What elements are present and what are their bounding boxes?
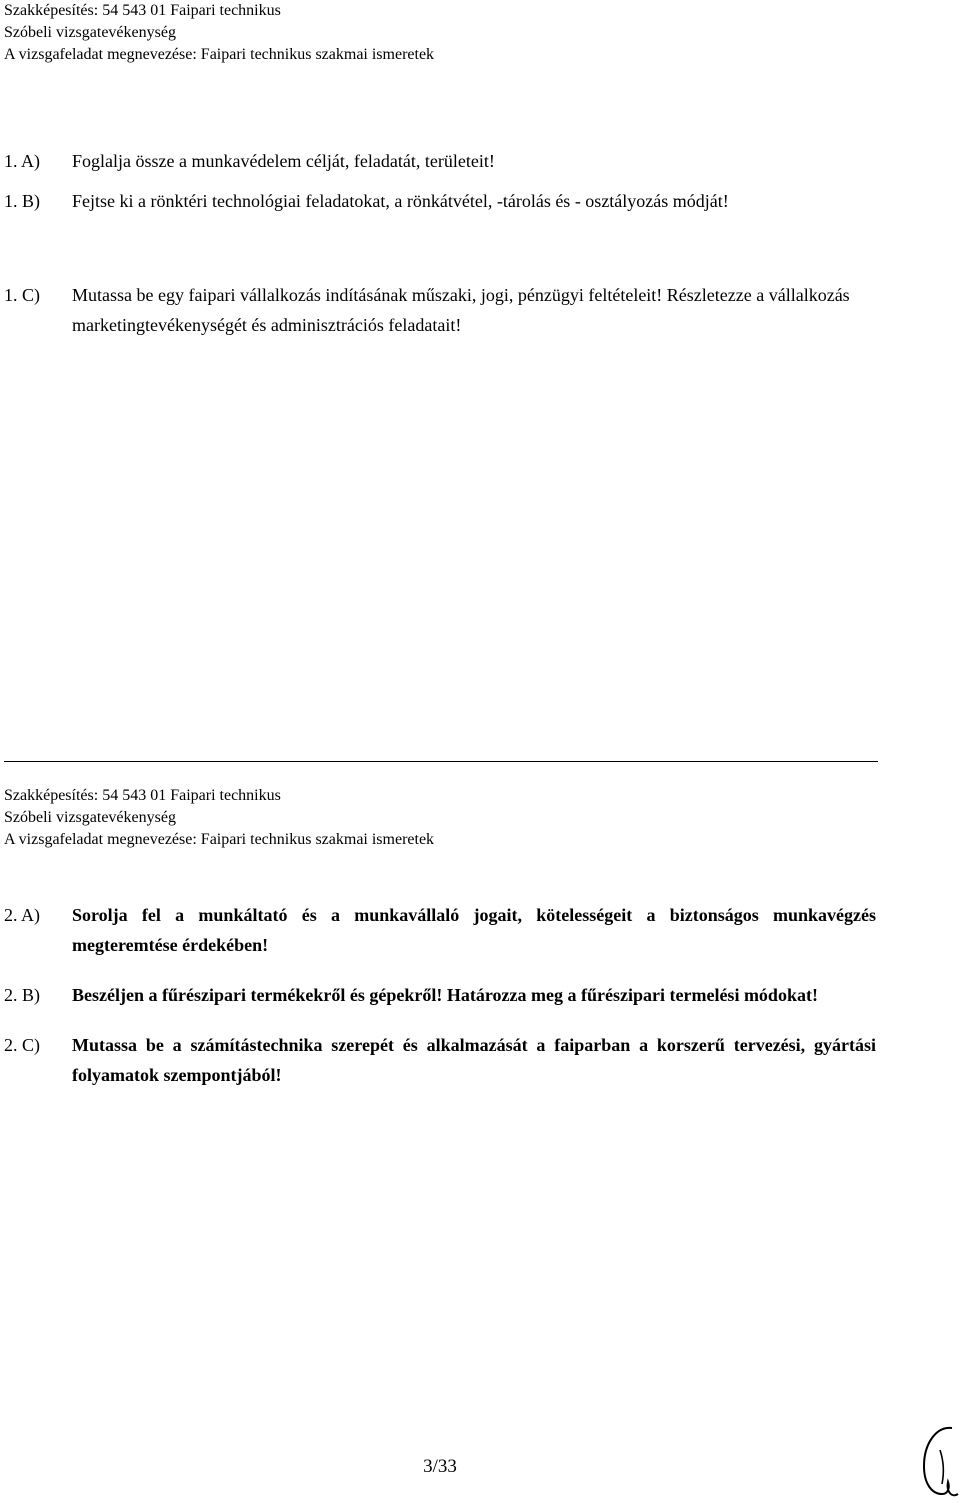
question-number: 2. B) — [4, 985, 40, 1005]
question-text: Mutassa be a számítástechnika szerepét és alkalmazását a faiparban a korszerű tervezési, gyártási folyamatok szempontjából! — [72, 1035, 876, 1085]
header-qualification: Szakképesítés: 54 543 01 Faipari technikus — [4, 787, 281, 804]
question-text: Beszéljen a fűrészipari termékekről és gépekről! Határozza meg a fűrészipari termelési módokat! — [72, 985, 818, 1005]
question-block-2 — [4, 900, 876, 1090]
question-number: 2. A) — [4, 905, 40, 925]
question-number: 1. C) — [4, 285, 40, 305]
question-1a — [4, 146, 876, 176]
question-text: Sorolja fel a munkáltató és a munkavállaló jogait, kötelességeit a biztonságos munkavégzés megteremtése érdekében! — [72, 905, 876, 955]
document-header-top — [4, 0, 434, 66]
question-2c — [4, 1030, 876, 1090]
header-activity: Szóbeli vizsgatevékenység — [4, 809, 176, 826]
document-header-bottom — [4, 785, 434, 851]
header-activity: Szóbeli vizsgatevékenység — [4, 24, 176, 41]
question-number: 1. A) — [4, 151, 40, 171]
question-number: 1. B) — [4, 191, 40, 211]
question-2b — [4, 980, 876, 1010]
question-2a — [4, 900, 876, 960]
header-task-name: A vizsgafeladat megnevezése: Faipari technikus szakmai ismeretek — [4, 831, 435, 848]
question-block-1c — [4, 280, 876, 340]
question-block-1 — [4, 146, 876, 216]
header-task-name: A vizsgafeladat megnevezése: Faipari technikus szakmai ismeretek — [4, 46, 435, 63]
question-text: Fejtse ki a rönktéri technológiai feladatokat, a rönkátvétel, -tárolás és - osztályozás módját! — [72, 191, 729, 211]
signature-mark — [918, 1422, 960, 1500]
question-1c — [4, 280, 876, 340]
question-text: Foglalja össze a munkavédelem célját, feladatát, területeit! — [72, 151, 495, 171]
question-1b — [4, 186, 876, 216]
question-number: 2. C) — [4, 1035, 40, 1055]
page-number: 3/33 — [423, 1456, 457, 1477]
header-qualification: Szakképesítés: 54 543 01 Faipari technikus — [4, 2, 281, 19]
question-text: Mutassa be egy faipari vállalkozás indításának műszaki, jogi, pénzügyi feltételeit! Részletezze a vállalkozás marketingtevékenységét és adminisztrációs feladatait! — [72, 285, 850, 335]
page-divider — [4, 761, 878, 762]
